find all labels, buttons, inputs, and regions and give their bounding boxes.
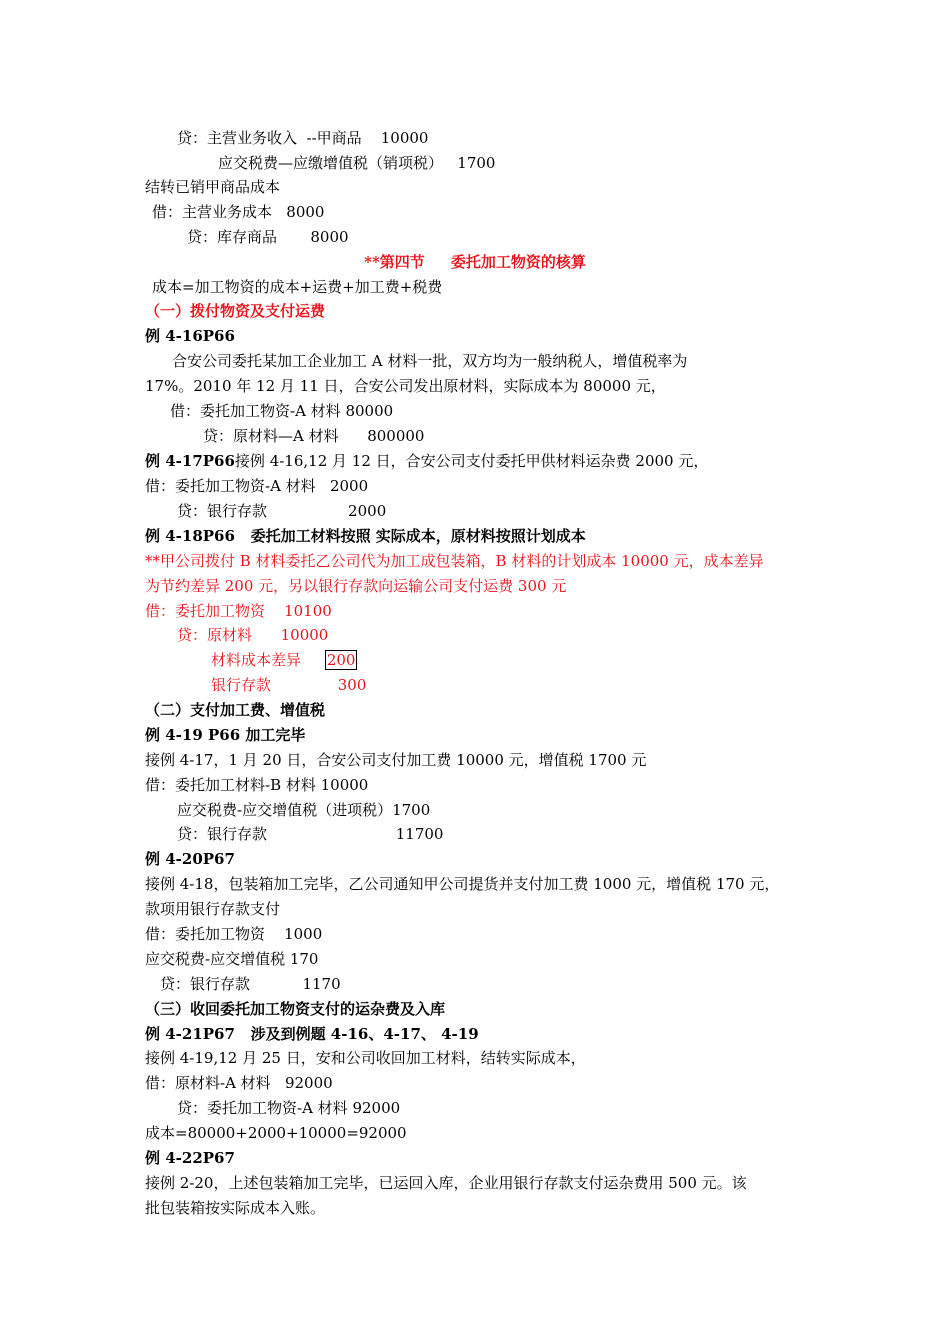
text-line: 借：主营业务成本 8000 bbox=[152, 203, 325, 221]
text-line: **甲公司拨付 B 材料委托乙公司代为加工成包装箱，B 材料的计划成本 10000 元，成本差异 bbox=[145, 552, 764, 570]
subsection-heading: （一）拨付物资及支付运费 bbox=[145, 302, 326, 320]
text-line: 借：委托加工物资 10100 bbox=[145, 602, 332, 620]
text-line: 贷：原材料—A 材料 800000 bbox=[203, 427, 425, 445]
text-line: 贷：库存商品 8000 bbox=[187, 228, 349, 246]
text-line: 应交税费-应交增值税（进项税）1700 bbox=[177, 801, 431, 819]
text-line: 合安公司委托某加工企业加工 A 材料一批，双方均为一般纳税人，增值税率为 bbox=[172, 352, 688, 370]
text-line: 借：委托加工物资 1000 bbox=[145, 925, 323, 943]
text-line: 贷：银行存款 11700 bbox=[177, 825, 444, 843]
text-line: 贷：银行存款 2000 bbox=[177, 502, 387, 520]
section-heading: **第四节 委托加工物资的核算 bbox=[364, 253, 586, 271]
text-line: 接例 4-17，1 月 20 日，合安公司支付加工费 10000 元，增值税 1700 元 bbox=[145, 751, 647, 769]
text-line: 贷：主营业务收入 --甲商品 10000 bbox=[177, 129, 429, 147]
example-heading: 例 4-18P66 委托加工材料按照 实际成本，原材料按照计划成本 bbox=[145, 527, 586, 545]
text-span: 材料成本差异 bbox=[211, 651, 325, 669]
text-line: 结转已销甲商品成本 bbox=[145, 178, 281, 196]
text-line: 贷：委托加工物资-A 材料 92000 bbox=[177, 1099, 401, 1117]
example-heading: 例 4-19 P66 加工完毕 bbox=[145, 726, 306, 744]
text-line: 成本=加工物资的成本+运费+加工费+税费 bbox=[152, 278, 443, 296]
text-line: 借：委托加工材料-B 材料 10000 bbox=[145, 776, 369, 794]
example-heading: 例 4-22P67 bbox=[145, 1149, 235, 1167]
text-span: 接例 4-16,12 月 12 日，合安公司支付委托甲供材料运杂费 2000 元， bbox=[234, 452, 709, 470]
text-line: 银行存款 300 bbox=[211, 676, 367, 694]
text-line: 接例 4-18，包装箱加工完毕，乙公司通知甲公司提货并支付加工费 1000 元，增值税 170 元， bbox=[145, 875, 780, 893]
example-heading: 例 4-20P67 bbox=[145, 850, 235, 868]
text-line: 应交税费—应缴增值税（销项税） 1700 bbox=[218, 154, 496, 172]
text-line: 借：原材料-A 材料 92000 bbox=[145, 1074, 333, 1092]
text-line bbox=[145, 451, 708, 471]
example-heading: 例 4-17P66 bbox=[145, 452, 235, 470]
subsection-heading: （二）支付加工费、增值税 bbox=[145, 701, 326, 719]
example-heading: 例 4-21P67 涉及到例题 4-16、4-17、 4-19 bbox=[145, 1025, 479, 1043]
text-line: 借：委托加工物资-A 材料 80000 bbox=[170, 402, 394, 420]
text-line: 贷：原材料 10000 bbox=[177, 626, 329, 644]
text-line: 贷：银行存款 1170 bbox=[160, 975, 341, 993]
text-line: 借：委托加工物资-A 材料 2000 bbox=[145, 477, 369, 495]
text-line: 为节约差异 200 元，另以银行存款向运输公司支付运费 300 元 bbox=[145, 577, 567, 595]
text-line: 成本=80000+2000+10000=92000 bbox=[145, 1124, 407, 1142]
text-line: 批包装箱按实际成本入账。 bbox=[145, 1199, 326, 1217]
text-line: 应交税费-应交增值税 170 bbox=[145, 950, 319, 968]
text-line: 接例 4-19,12 月 25 日，安和公司收回加工材料，结转实际成本， bbox=[145, 1049, 586, 1067]
example-heading: 例 4-16P66 bbox=[145, 327, 235, 345]
boxed-value: 200 bbox=[326, 651, 356, 669]
text-line: 17%。2010 年 12 月 11 日，合安公司发出原材料，实际成本为 80000 元， bbox=[145, 377, 666, 395]
subsection-heading: （三）收回委托加工物资支付的运杂费及入库 bbox=[145, 1000, 446, 1018]
text-line bbox=[211, 650, 357, 670]
text-line: 款项用银行存款支付 bbox=[145, 900, 281, 918]
text-line: 接例 2-20，上述包装箱加工完毕，已运回入库，企业用银行存款支付运杂费用 500 元。该 bbox=[145, 1174, 747, 1192]
